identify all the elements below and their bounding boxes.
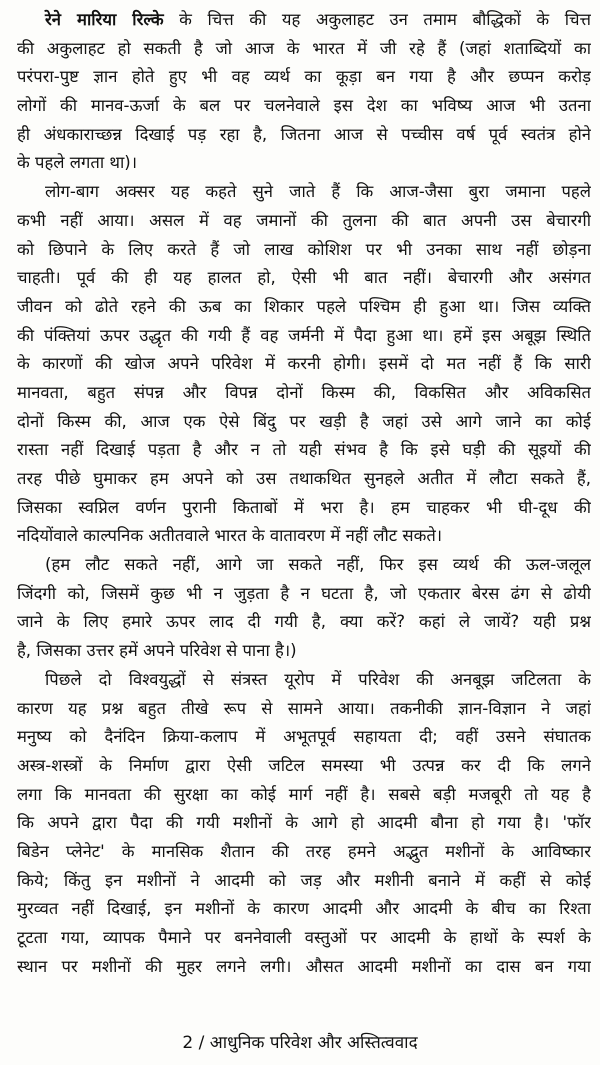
quoted-author-name: रेने मारिया रिल्के: [45, 10, 164, 29]
page-number: 2: [182, 1033, 194, 1053]
footer-separator: /: [198, 1033, 205, 1053]
text-line: परंपरा-पुष्ट ज्ञान होते हुए भी वह व्यर्थ का कूड़ा बन गया है और छप्पन करोड़: [17, 67, 591, 87]
text-line: कभी नहीं आया। असल में वह जमानों की तुलना की बात अपनी उस बेचारगी: [17, 210, 591, 230]
text-line: जिंदगी को, जिसमें कुछ भी न जुड़ता है न घटता है, जो एकतार बेरस ढंग से ढोयी: [17, 583, 591, 603]
text-line: ही अंधकाराच्छन्न दिखाई पड़ रहा है, जितना आज से पच्चीस वर्ष पूर्व स्वतंत्र होने: [17, 124, 591, 144]
text-line: तरह पीछे घुमाकर हम अपने को उस तथाकथित सुनहले अतीत में लौटा सकते हैं,: [17, 469, 591, 488]
text-line: जाने के लिए हमारे ऊपर लाद दी गयी है, क्या करें? कहां ले जायें? यही प्रश्न: [17, 612, 591, 632]
text-line: मुरव्वत नहीं दिखाई, इन मशीनों के कारण आदमी और आदमी के बीच का रिश्ता: [17, 899, 591, 919]
text-line: मानवता, बहुत संपन्न और विपन्न दोनों किस्म की, विकसित और अविकसित: [17, 382, 591, 402]
text-line: के पहले लगता था)।: [17, 153, 138, 173]
paragraph-4: [17, 666, 591, 982]
text-line: है, जिसका उत्तर हमें अपने परिवेश से पाना है।): [17, 641, 297, 661]
text-line: के कारणों की खोज अपने परिवेश में करनी होगी। इसमें दो मत नहीं हैं कि सारी: [17, 354, 591, 374]
text-line: स्थान पर मशीनों की मुहर लगने लगी। औसत आदमी मशीनों का दास बन गया: [17, 956, 591, 976]
text-line: कारण यह प्रश्न बहुत तीखे रूप से सामने आया। तकनीकी ज्ञान-विज्ञान ने जहां: [17, 698, 591, 718]
text-line: टूटता गया, व्यापक पैमाने पर बननेवाली वस्तुओं पर आदमी के हाथों के स्पर्श के: [17, 928, 591, 947]
text-line: पिछले दो विश्वयुद्धों से संत्रस्त यूरोप में परिवेश की अनबूझ जटिलता के: [45, 669, 591, 689]
text-line: चाहती। पूर्व की ही यह हालत हो, ऐसी भी बात नहीं। बेचारगी और असंगत: [17, 268, 591, 288]
paragraph-1: [17, 6, 591, 178]
text-line: बिडेन प्लेनेट' के मानसिक शैतान की तरह हमने अद्भुत मशीनों के आविष्कार: [17, 841, 591, 861]
running-title: आधुनिक परिवेश और अस्तित्ववाद: [209, 1033, 418, 1053]
text-line: दोनों किस्म की, आज एक ऐसे बिंदु पर खड़ी है जहां उसे आगे जाने का कोई: [17, 411, 591, 431]
text-line: (हम लौट सकते नहीं, आगे जा सकते नहीं, फिर इस व्यर्थ की ऊल-जलूल: [45, 555, 591, 575]
text-line: मनुष्य को दैनंदिन क्रिया-कलाप में अभूतपूर्व सहायता दी; वहीं उसने संघातक: [17, 727, 591, 747]
text-line: रास्ता नहीं दिखाई पड़ता है और न तो यही संभव है कि इसे घड़ी की सूइयों की: [17, 440, 591, 460]
text-line: जिसका स्वप्निल वर्णन पुरानी किताबों में भरा है। हम चाहकर भी घी-दूध की: [17, 497, 591, 517]
text-line: की अकुलाहट हो सकती है जो आज के भारत में जी रहे हैं (जहां शताब्दियों का: [17, 38, 591, 58]
text-line: को छिपाने के लिए करते हैं जो लाख कोशिश पर भी उनका साथ नहीं छोड़ना: [17, 239, 591, 259]
text-line: कि अपने द्वारा पैदा की गयी मशीनों के आगे हो आदमी बौना हो गया है। 'फॉर: [17, 813, 591, 833]
body-text: [17, 6, 591, 981]
paragraph-3: [17, 551, 591, 666]
text-line: अस्त्र-शस्त्रों के निर्माण द्वारा ऐसी जटिल समस्या भी उत्पन्न कर दी कि लगने: [17, 755, 591, 775]
text-line: की पंक्तियां ऊपर उद्धृत की गयी हैं वह जर्मनी में पैदा हुआ था। हमें इस अबूझ स्थिति: [17, 325, 591, 345]
page-footer: [0, 1030, 600, 1056]
text-line: लोगों की मानव-ऊर्जा के बल पर चलनेवाले इस देश का भविष्य आज भी उतना: [17, 96, 591, 116]
text-line: नदियोंवाले काल्पनिक अतीतवाले भारत के वातावरण में नहीं लौट सकते।: [17, 526, 443, 546]
text-line: लोग-बाग अक्सर यह कहते सुने जाते हैं कि आज-जैसा बुरा जमाना पहले: [45, 182, 591, 202]
text-line: लगा कि मानवता की सुरक्षा का कोई मार्ग नहीं है। सबसे बड़ी मजबूरी तो यह है: [17, 784, 591, 804]
text-line: किये; किंतु इन मशीनों ने आदमी को जड़ और मशीनी बनाने में कहीं से कोई: [17, 870, 591, 890]
text-line: रेने मारिया रिल्के के चित्त की यह अकुलाहट उन तमाम बौद्धिकों के चित्त: [45, 10, 591, 29]
text-line: जीवन को ढोते रहने की ऊब का शिकार पहले पश्चिम ही हुआ था। जिस व्यक्ति: [17, 296, 591, 316]
paragraph-2: [17, 178, 591, 551]
